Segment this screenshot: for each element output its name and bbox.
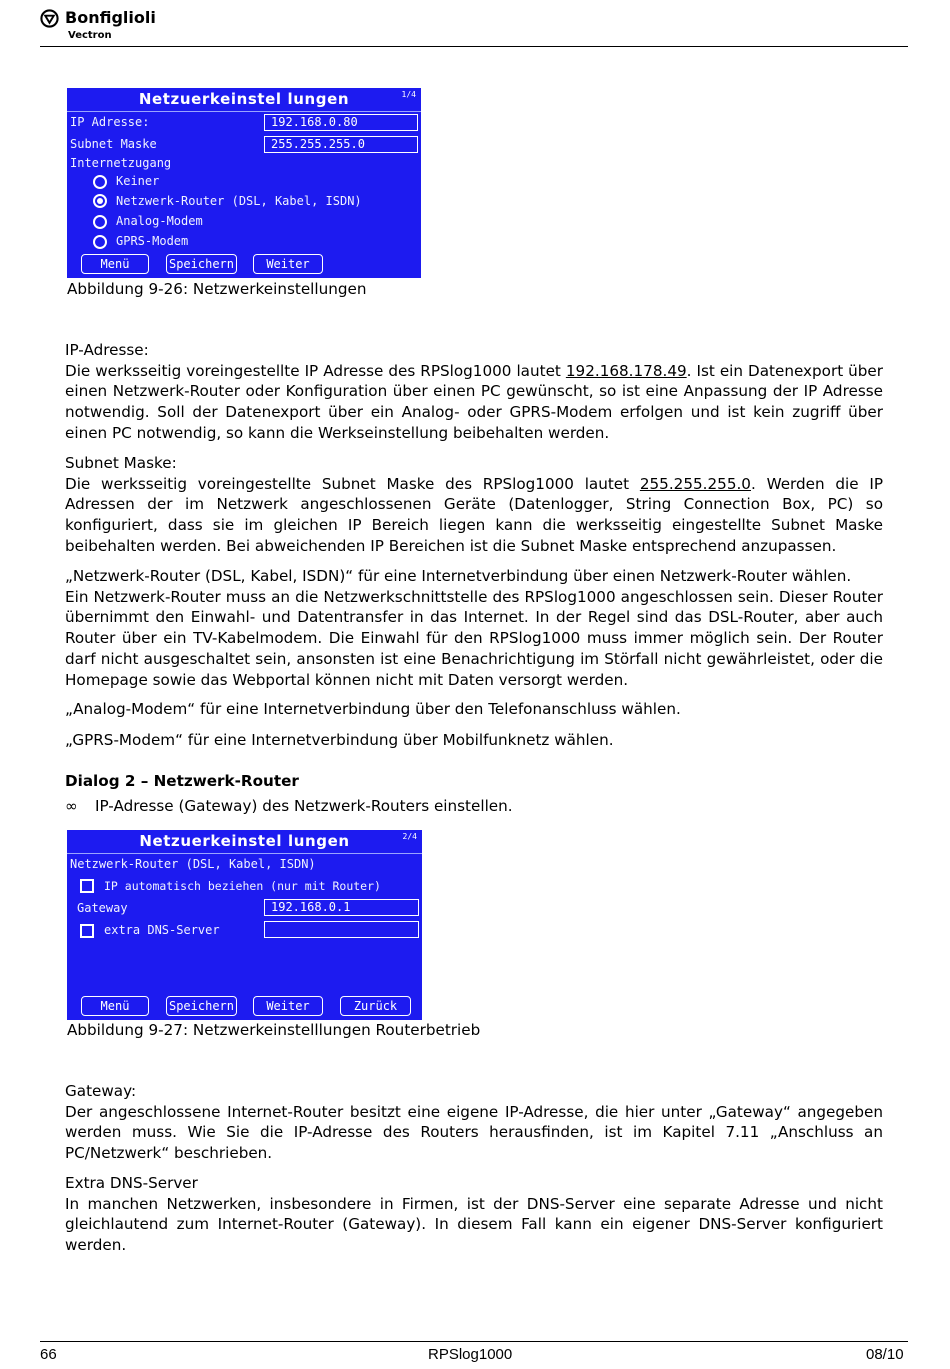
gprs-modem-text: „GPRS-Modem“ für eine Internetverbindung über Mobilfunknetz wählen. <box>65 731 614 749</box>
subnet-mask-field[interactable]: 255.255.255.0 <box>264 136 418 153</box>
ip-heading: IP-Adresse: <box>65 341 149 359</box>
dns-server-field[interactable] <box>264 921 419 938</box>
gateway-field[interactable]: 192.168.0.1 <box>264 899 419 916</box>
dns-paragraph: In manchen Netzwerken, insbesondere in Firmen, ist der DNS-Server eine separate Adresse und nicht gleichlautend zum Internet-Router (Gateway). In diesem Fall kann ein eigener DNS-Server konfiguriert werden. <box>65 1194 883 1255</box>
header-rule <box>40 46 908 47</box>
dialog-2-heading: Dialog 2 – Netzwerk-Router <box>65 772 299 790</box>
radio-network-router[interactable] <box>93 194 107 208</box>
lcd-screen-network-settings <box>67 88 421 278</box>
extra-dns-checkbox[interactable] <box>80 924 94 938</box>
section-router <box>65 566 883 690</box>
save-button[interactable]: Speichern <box>166 996 237 1016</box>
ip-address-label: IP Adresse: <box>70 115 150 129</box>
figure-caption-9-26: Abbildung 9-26: Netzwerkeinstellungen <box>67 280 367 298</box>
radio-none-label: Keiner <box>116 174 160 188</box>
lcd-page-indicator: 2/4 <box>402 832 417 841</box>
lcd-title: Netzuerkeinstel lungen <box>139 832 350 850</box>
section-extra-dns <box>65 1173 883 1256</box>
auto-ip-checkbox[interactable] <box>80 879 94 893</box>
page-number: 66 <box>40 1346 57 1363</box>
mask-heading: Subnet Maske: <box>65 454 177 472</box>
gateway-label: Gateway <box>77 901 128 915</box>
bonfiglioli-logo-icon <box>40 9 59 28</box>
internet-access-label: Internetzugang <box>70 156 172 170</box>
save-button[interactable]: Speichern <box>166 254 237 274</box>
gateway-heading: Gateway: <box>65 1082 137 1100</box>
analog-modem-text: „Analog-Modem“ für eine Internetverbindung über den Telefonanschluss wählen. <box>65 700 681 718</box>
next-button[interactable]: Weiter <box>253 254 323 274</box>
dialog-2-bullet <box>65 796 513 817</box>
footer-product: RPSlog1000 <box>428 1346 513 1363</box>
next-button[interactable]: Weiter <box>253 996 323 1016</box>
footer-rule <box>40 1341 908 1342</box>
dialog-2-bullet-text: IP-Adresse (Gateway) des Netzwerk-Routers einstellen. <box>95 797 513 815</box>
menu-button[interactable]: Menü <box>81 996 149 1016</box>
router-subtitle: Netzwerk-Router (DSL, Kabel, ISDN) <box>70 857 316 871</box>
ip-default-value: 192.168.178.49 <box>565 361 687 380</box>
lcd-title: Netzuerkeinstel lungen <box>138 90 350 108</box>
radio-analog-modem-label: Analog-Modem <box>116 214 203 228</box>
auto-ip-label: IP automatisch beziehen (nur mit Router) <box>104 879 381 893</box>
subnet-mask-label: Subnet Maske <box>70 137 157 151</box>
radio-analog-modem[interactable] <box>93 215 107 229</box>
figure-caption-9-27: Abbildung 9-27: Netzwerkeinstelllungen Routerbetrieb <box>67 1021 481 1039</box>
ip-address-field[interactable]: 192.168.0.80 <box>264 114 418 131</box>
brand-subname: Vectron <box>68 30 112 41</box>
extra-dns-label: extra DNS-Server <box>104 923 220 937</box>
lcd-screen-router-settings <box>67 830 422 1020</box>
menu-button[interactable]: Menü <box>81 254 149 274</box>
infinity-bullet-icon: ∞ <box>65 797 78 815</box>
dns-heading: Extra DNS-Server <box>65 1174 198 1192</box>
brand-name: Bonfiglioli <box>65 8 156 27</box>
lcd-title-divider <box>67 853 422 854</box>
radio-none[interactable] <box>93 175 107 189</box>
lcd-page-indicator: 1/4 <box>401 90 416 99</box>
router-paragraph: Ein Netzwerk-Router muss an die Netzwerkschnittstelle des RPSlog1000 angeschlossen sein. Dieser Router übernimmt den Einwahl- und Datentransfer in das Internet. In der Regel sind das DSL-Router, aber auch Router über ein TV-Kabelmodem. Die Einwahl für den RPSlog1000 muss immer möglich sein. Der Router darf nicht ausgeschaltet sein, ansonsten ist eine Benachrichtigung im Störfall nicht gewährleistet, oder die Homepage sowie das Webportal können nicht mit Daten versorgt werden. <box>65 587 883 689</box>
mask-paragraph: Die werksseitig voreingestellte Subnet Maske des RPSlog1000 lautet 255.255.255.0. Werden die IP Adressen der im Netzwerk angeschlossenen Geräte (Datenlogger, String Connection Box, PC) so konfiguriert, dass sie im gleichen IP Bereich liegen kann die werksseitig eingestellte Subnet Maske beibehalten werden. Bei abweichenden IP Bereichen ist die Subnet Maske entsprechend anzupassen. <box>65 474 883 555</box>
lcd-title-divider <box>67 111 421 112</box>
back-button[interactable]: Zurück <box>340 996 411 1016</box>
radio-gprs-modem-label: GPRS-Modem <box>116 234 189 248</box>
radio-network-router-label: Netzwerk-Router (DSL, Kabel, ISDN) <box>116 194 362 208</box>
gateway-paragraph: Der angeschlossene Internet-Router besitzt eine eigene IP-Adresse, die hier unter „Gateway“ angegeben werden muss. Wie Sie die IP-Adresse des Routers herausfinden, ist im Kapitel 7.11 „Anschluss an PC/Netzwerk“ beschrieben. <box>65 1102 883 1163</box>
section-gateway <box>65 1081 883 1164</box>
footer-date: 08/10 <box>866 1346 904 1363</box>
ip-paragraph: Die werksseitig voreingestellte IP Adresse des RPSlog1000 lautet 192.168.178.49. Ist ein Datenexport über einen Netzwerk-Router oder Konfiguration über einen PC gewünscht, so ist eine Anpassung der IP Adresse notwendig. Soll der Datenexport über ein Analog- oder GPRS-Modem erfolgen und ist kein zugriff über einen PC notwendig, so kann die Werkseinstellung beibehalten werden. <box>65 361 883 442</box>
router-line-1: „Netzwerk-Router (DSL, Kabel, ISDN)“ für eine Internetverbindung über einen Netzwerk-Router wählen. <box>65 567 852 585</box>
section-ip-address <box>65 340 883 444</box>
radio-gprs-modem[interactable] <box>93 235 107 249</box>
section-subnet-mask <box>65 453 883 557</box>
mask-default-value: 255.255.255.0 <box>639 474 751 493</box>
